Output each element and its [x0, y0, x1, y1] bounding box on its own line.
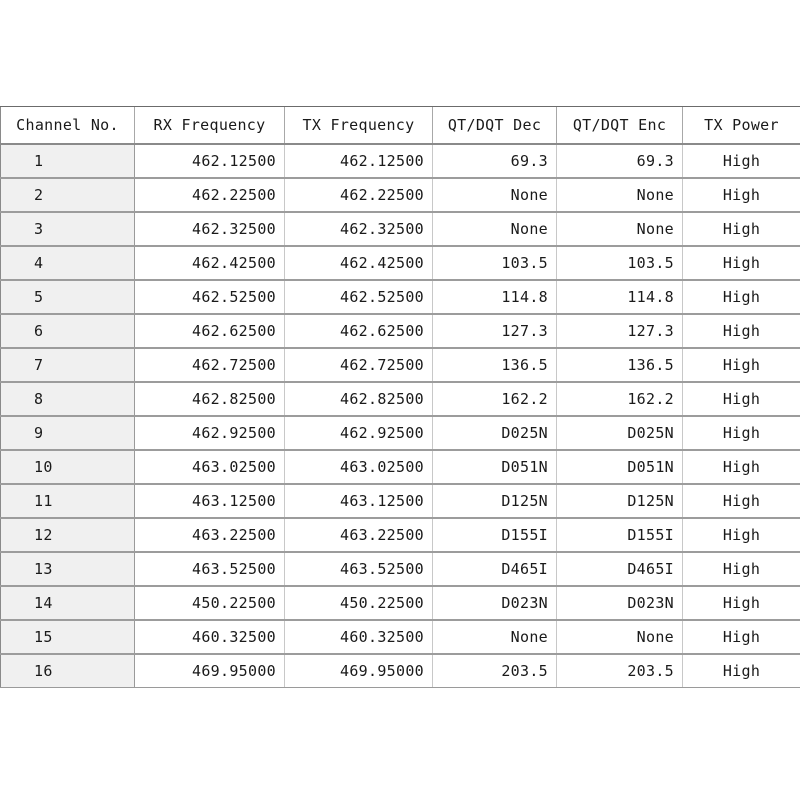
qt-dqt-enc-cell[interactable]: D051N — [557, 450, 683, 484]
table-row[interactable] — [1, 654, 800, 687]
tx-frequency-cell[interactable]: 462.72500 — [285, 348, 433, 382]
tx-power-cell[interactable]: High — [683, 280, 800, 314]
tx-frequency-cell[interactable]: 463.52500 — [285, 552, 433, 586]
table-row[interactable] — [1, 314, 800, 348]
channel-number-cell[interactable]: 1 — [1, 144, 135, 178]
table-row[interactable] — [1, 382, 800, 416]
qt-dqt-dec-cell[interactable]: D125N — [433, 484, 557, 518]
tx-power-cell[interactable]: High — [683, 450, 800, 484]
rx-frequency-cell[interactable]: 462.52500 — [135, 280, 285, 314]
qt-dqt-enc-cell[interactable]: 162.2 — [557, 382, 683, 416]
tx-power-cell[interactable]: High — [683, 348, 800, 382]
qt-dqt-enc-cell[interactable]: 136.5 — [557, 348, 683, 382]
table-row[interactable] — [1, 348, 800, 382]
channel-rows — [1, 144, 800, 687]
qt-dqt-dec-cell[interactable]: D023N — [433, 586, 557, 620]
tx-power-cell[interactable]: High — [683, 586, 800, 620]
table-row[interactable] — [1, 280, 800, 314]
tx-frequency-cell[interactable]: 462.22500 — [285, 178, 433, 212]
tx-frequency-cell[interactable]: 469.95000 — [285, 654, 433, 687]
qt-dqt-enc-cell[interactable]: D023N — [557, 586, 683, 620]
qt-dqt-dec-cell[interactable]: None — [433, 620, 557, 654]
table-row[interactable] — [1, 484, 800, 518]
tx-frequency-cell[interactable]: 463.02500 — [285, 450, 433, 484]
qt-dqt-enc-cell[interactable]: D125N — [557, 484, 683, 518]
qt-dqt-enc-cell[interactable]: 127.3 — [557, 314, 683, 348]
column-header-tx-power[interactable]: TX Power — [683, 107, 800, 144]
rx-frequency-cell[interactable]: 462.22500 — [135, 178, 285, 212]
rx-frequency-cell[interactable]: 463.12500 — [135, 484, 285, 518]
rx-frequency-cell[interactable]: 463.02500 — [135, 450, 285, 484]
tx-power-cell[interactable]: High — [683, 382, 800, 416]
table-row[interactable] — [1, 518, 800, 552]
tx-power-cell[interactable]: High — [683, 654, 800, 687]
column-header-qt-dqt-enc[interactable]: QT/DQT Enc — [557, 107, 683, 144]
tx-power-cell[interactable]: High — [683, 552, 800, 586]
qt-dqt-enc-cell[interactable]: 114.8 — [557, 280, 683, 314]
rx-frequency-cell[interactable]: 463.22500 — [135, 518, 285, 552]
channel-number-cell[interactable]: 4 — [1, 246, 135, 280]
rx-frequency-cell[interactable]: 469.95000 — [135, 654, 285, 687]
tx-power-cell[interactable]: High — [683, 518, 800, 552]
tx-frequency-cell[interactable]: 463.22500 — [285, 518, 433, 552]
header-row — [1, 107, 800, 144]
qt-dqt-enc-cell[interactable]: 69.3 — [557, 144, 683, 178]
tx-frequency-cell[interactable]: 462.32500 — [285, 212, 433, 246]
tx-frequency-cell[interactable]: 450.22500 — [285, 586, 433, 620]
qt-dqt-dec-cell[interactable]: 203.5 — [433, 654, 557, 687]
table-row[interactable] — [1, 586, 800, 620]
tx-frequency-cell[interactable]: 462.12500 — [285, 144, 433, 178]
rx-frequency-cell[interactable]: 450.22500 — [135, 586, 285, 620]
rx-frequency-cell[interactable]: 462.42500 — [135, 246, 285, 280]
tx-frequency-cell[interactable]: 462.82500 — [285, 382, 433, 416]
channel-number-cell[interactable]: 9 — [1, 416, 135, 450]
qt-dqt-dec-cell[interactable]: 162.2 — [433, 382, 557, 416]
qt-dqt-enc-cell[interactable]: D465I — [557, 552, 683, 586]
channel-number-cell[interactable]: 13 — [1, 552, 135, 586]
table-row[interactable] — [1, 178, 800, 212]
channel-number-cell[interactable]: 7 — [1, 348, 135, 382]
table-row[interactable] — [1, 552, 800, 586]
tx-frequency-cell[interactable]: 462.62500 — [285, 314, 433, 348]
column-header-qt-dqt-dec[interactable]: QT/DQT Dec — [433, 107, 557, 144]
rx-frequency-cell[interactable]: 462.62500 — [135, 314, 285, 348]
rx-frequency-cell[interactable]: 462.92500 — [135, 416, 285, 450]
tx-power-cell[interactable]: High — [683, 178, 800, 212]
qt-dqt-dec-cell[interactable]: 127.3 — [433, 314, 557, 348]
rx-frequency-cell[interactable]: 462.32500 — [135, 212, 285, 246]
tx-power-cell[interactable]: High — [683, 620, 800, 654]
qt-dqt-dec-cell[interactable]: D051N — [433, 450, 557, 484]
rx-frequency-cell[interactable]: 460.32500 — [135, 620, 285, 654]
channel-number-cell[interactable]: 15 — [1, 620, 135, 654]
channel-number-cell[interactable]: 6 — [1, 314, 135, 348]
rx-frequency-cell[interactable]: 462.72500 — [135, 348, 285, 382]
table-row[interactable] — [1, 416, 800, 450]
column-header-channel-no[interactable]: Channel No. — [1, 107, 135, 144]
column-header-tx-frequency[interactable]: TX Frequency — [285, 107, 433, 144]
qt-dqt-enc-cell[interactable]: None — [557, 620, 683, 654]
table-row[interactable] — [1, 212, 800, 246]
tx-frequency-cell[interactable]: 463.12500 — [285, 484, 433, 518]
tx-frequency-cell[interactable]: 460.32500 — [285, 620, 433, 654]
tx-power-cell[interactable]: High — [683, 484, 800, 518]
rx-frequency-cell[interactable]: 462.12500 — [135, 144, 285, 178]
tx-power-cell[interactable]: High — [683, 144, 800, 178]
tx-power-cell[interactable]: High — [683, 416, 800, 450]
qt-dqt-dec-cell[interactable]: None — [433, 212, 557, 246]
table-row[interactable] — [1, 620, 800, 654]
channel-number-cell[interactable]: 11 — [1, 484, 135, 518]
channel-number-cell[interactable]: 5 — [1, 280, 135, 314]
table-row[interactable] — [1, 246, 800, 280]
qt-dqt-dec-cell[interactable]: D025N — [433, 416, 557, 450]
qt-dqt-dec-cell[interactable]: 103.5 — [433, 246, 557, 280]
tx-frequency-cell[interactable]: 462.92500 — [285, 416, 433, 450]
channel-number-cell[interactable]: 10 — [1, 450, 135, 484]
qt-dqt-dec-cell[interactable]: 136.5 — [433, 348, 557, 382]
qt-dqt-enc-cell[interactable]: None — [557, 212, 683, 246]
qt-dqt-enc-cell[interactable]: D155I — [557, 518, 683, 552]
qt-dqt-dec-cell[interactable]: 69.3 — [433, 144, 557, 178]
column-header-rx-frequency[interactable]: RX Frequency — [135, 107, 285, 144]
table-row[interactable] — [1, 450, 800, 484]
channel-number-cell[interactable]: 16 — [1, 654, 135, 687]
tx-frequency-cell[interactable]: 462.42500 — [285, 246, 433, 280]
tx-power-cell[interactable]: High — [683, 246, 800, 280]
channel-table — [0, 107, 800, 687]
tx-power-cell[interactable]: High — [683, 314, 800, 348]
channel-number-cell[interactable]: 14 — [1, 586, 135, 620]
qt-dqt-enc-cell[interactable]: None — [557, 178, 683, 212]
rx-frequency-cell[interactable]: 463.52500 — [135, 552, 285, 586]
channel-number-cell[interactable]: 12 — [1, 518, 135, 552]
channel-number-cell[interactable]: 8 — [1, 382, 135, 416]
tx-frequency-cell[interactable]: 462.52500 — [285, 280, 433, 314]
rx-frequency-cell[interactable]: 462.82500 — [135, 382, 285, 416]
qt-dqt-dec-cell[interactable]: 114.8 — [433, 280, 557, 314]
qt-dqt-enc-cell[interactable]: D025N — [557, 416, 683, 450]
qt-dqt-dec-cell[interactable]: D465I — [433, 552, 557, 586]
channel-number-cell[interactable]: 3 — [1, 212, 135, 246]
table-row[interactable] — [1, 144, 800, 178]
tx-power-cell[interactable]: High — [683, 212, 800, 246]
channel-number-cell[interactable]: 2 — [1, 178, 135, 212]
qt-dqt-dec-cell[interactable]: D155I — [433, 518, 557, 552]
qt-dqt-enc-cell[interactable]: 203.5 — [557, 654, 683, 687]
qt-dqt-enc-cell[interactable]: 103.5 — [557, 246, 683, 280]
qt-dqt-dec-cell[interactable]: None — [433, 178, 557, 212]
channel-grid — [0, 106, 800, 688]
